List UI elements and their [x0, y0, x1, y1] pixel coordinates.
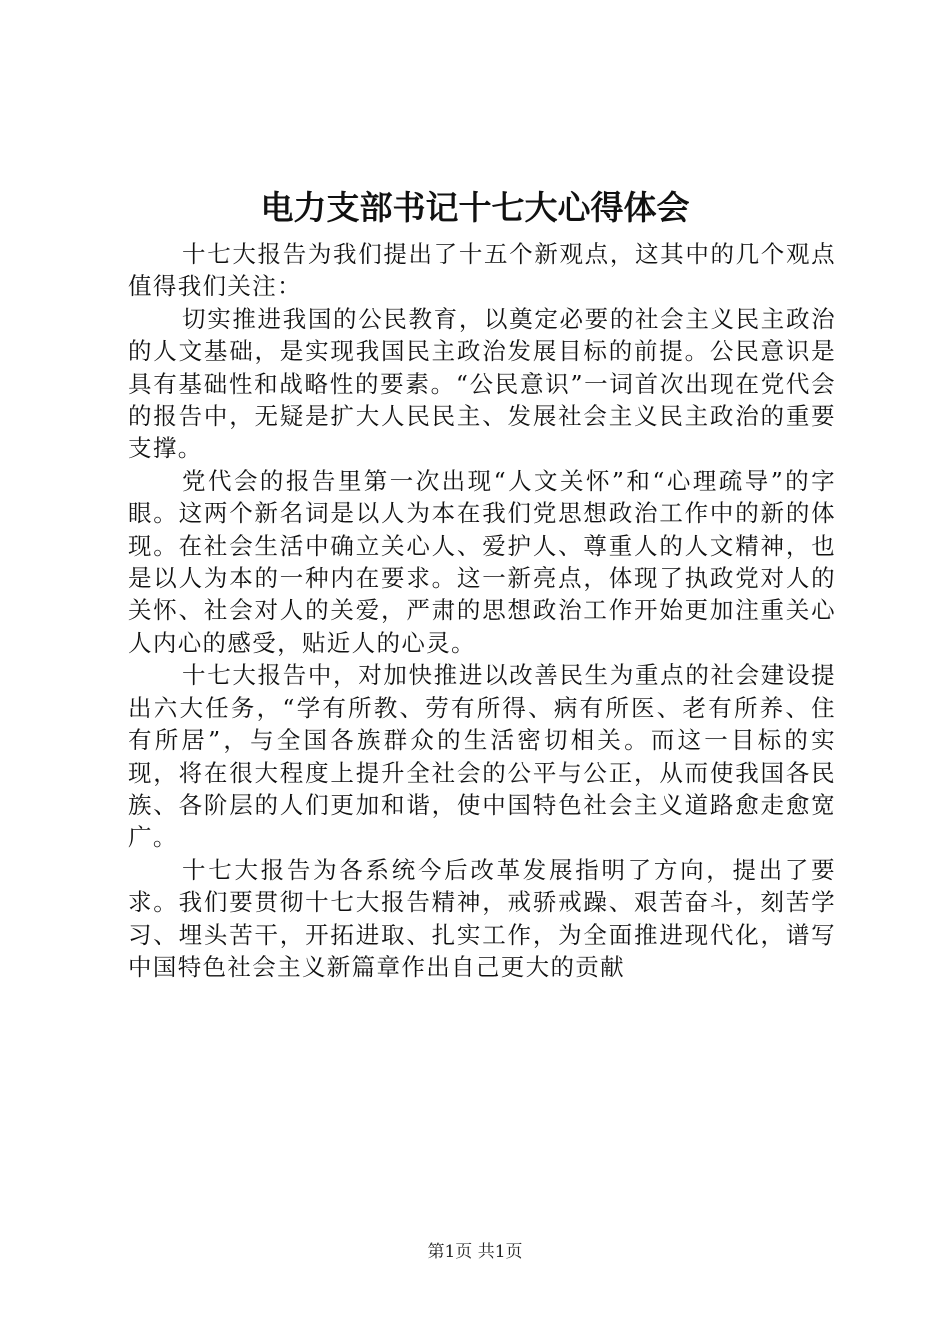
document-body: [128, 238, 836, 983]
page-number-footer: 第1页 共1页: [427, 1242, 523, 1262]
paragraph-5: 十七大报告为各系统今后改革发展指明了方向，提出了要求。我们要贯彻十七大报告精神，戒骄戒躁、艰苦奋斗，刻苦学习、埋头苦干，开拓进取、扎实工作，为全面推进现代化，谱写中国特色社会主义新篇章作出自己更大的贡献: [128, 855, 836, 981]
paragraph-4: 十七大报告中，对加快推进以改善民生为重点的社会建设提出六大任务，“学有所教、劳有所得、病有所医、老有所养、住有所居”，与全国各族群众的生活密切相关。而这一目标的实现，将在很大程度上提升全社会的公平与公正，从而使我国各民族、各阶层的人们更加和谐，使中国特色社会主义道路愈走愈宽广。: [128, 661, 836, 852]
paragraph-2: 切实推进我国的公民教育，以奠定必要的社会主义民主政治的人文基础，是实现我国民主政治发展目标的前提。公民意识是具有基础性和战略性的要素。“公民意识”一词首次出现在党代会的报告中，无疑是扩大人民民主、发展社会主义民主政治的重要支撑。: [128, 304, 836, 463]
paragraph-1: 十七大报告为我们提出了十五个新观点，这其中的几个观点值得我们关注：: [128, 240, 836, 301]
document-title: 电力支部书记十七大心得体会: [260, 188, 690, 227]
paragraph-3: 党代会的报告里第一次出现“人文关怀”和“心理疏导”的字眼。这两个新名词是以人为本在我们党思想政治工作中的新的体现。在社会生活中确立关心人、爱护人、尊重人的人文精神，也是以人为本的一种内在要求。这一新亮点，体现了执政党对人的关怀、社会对人的关爱，严肃的思想政治工作开始更加注重关心人内心的感受，贴近人的心灵。: [128, 466, 836, 657]
